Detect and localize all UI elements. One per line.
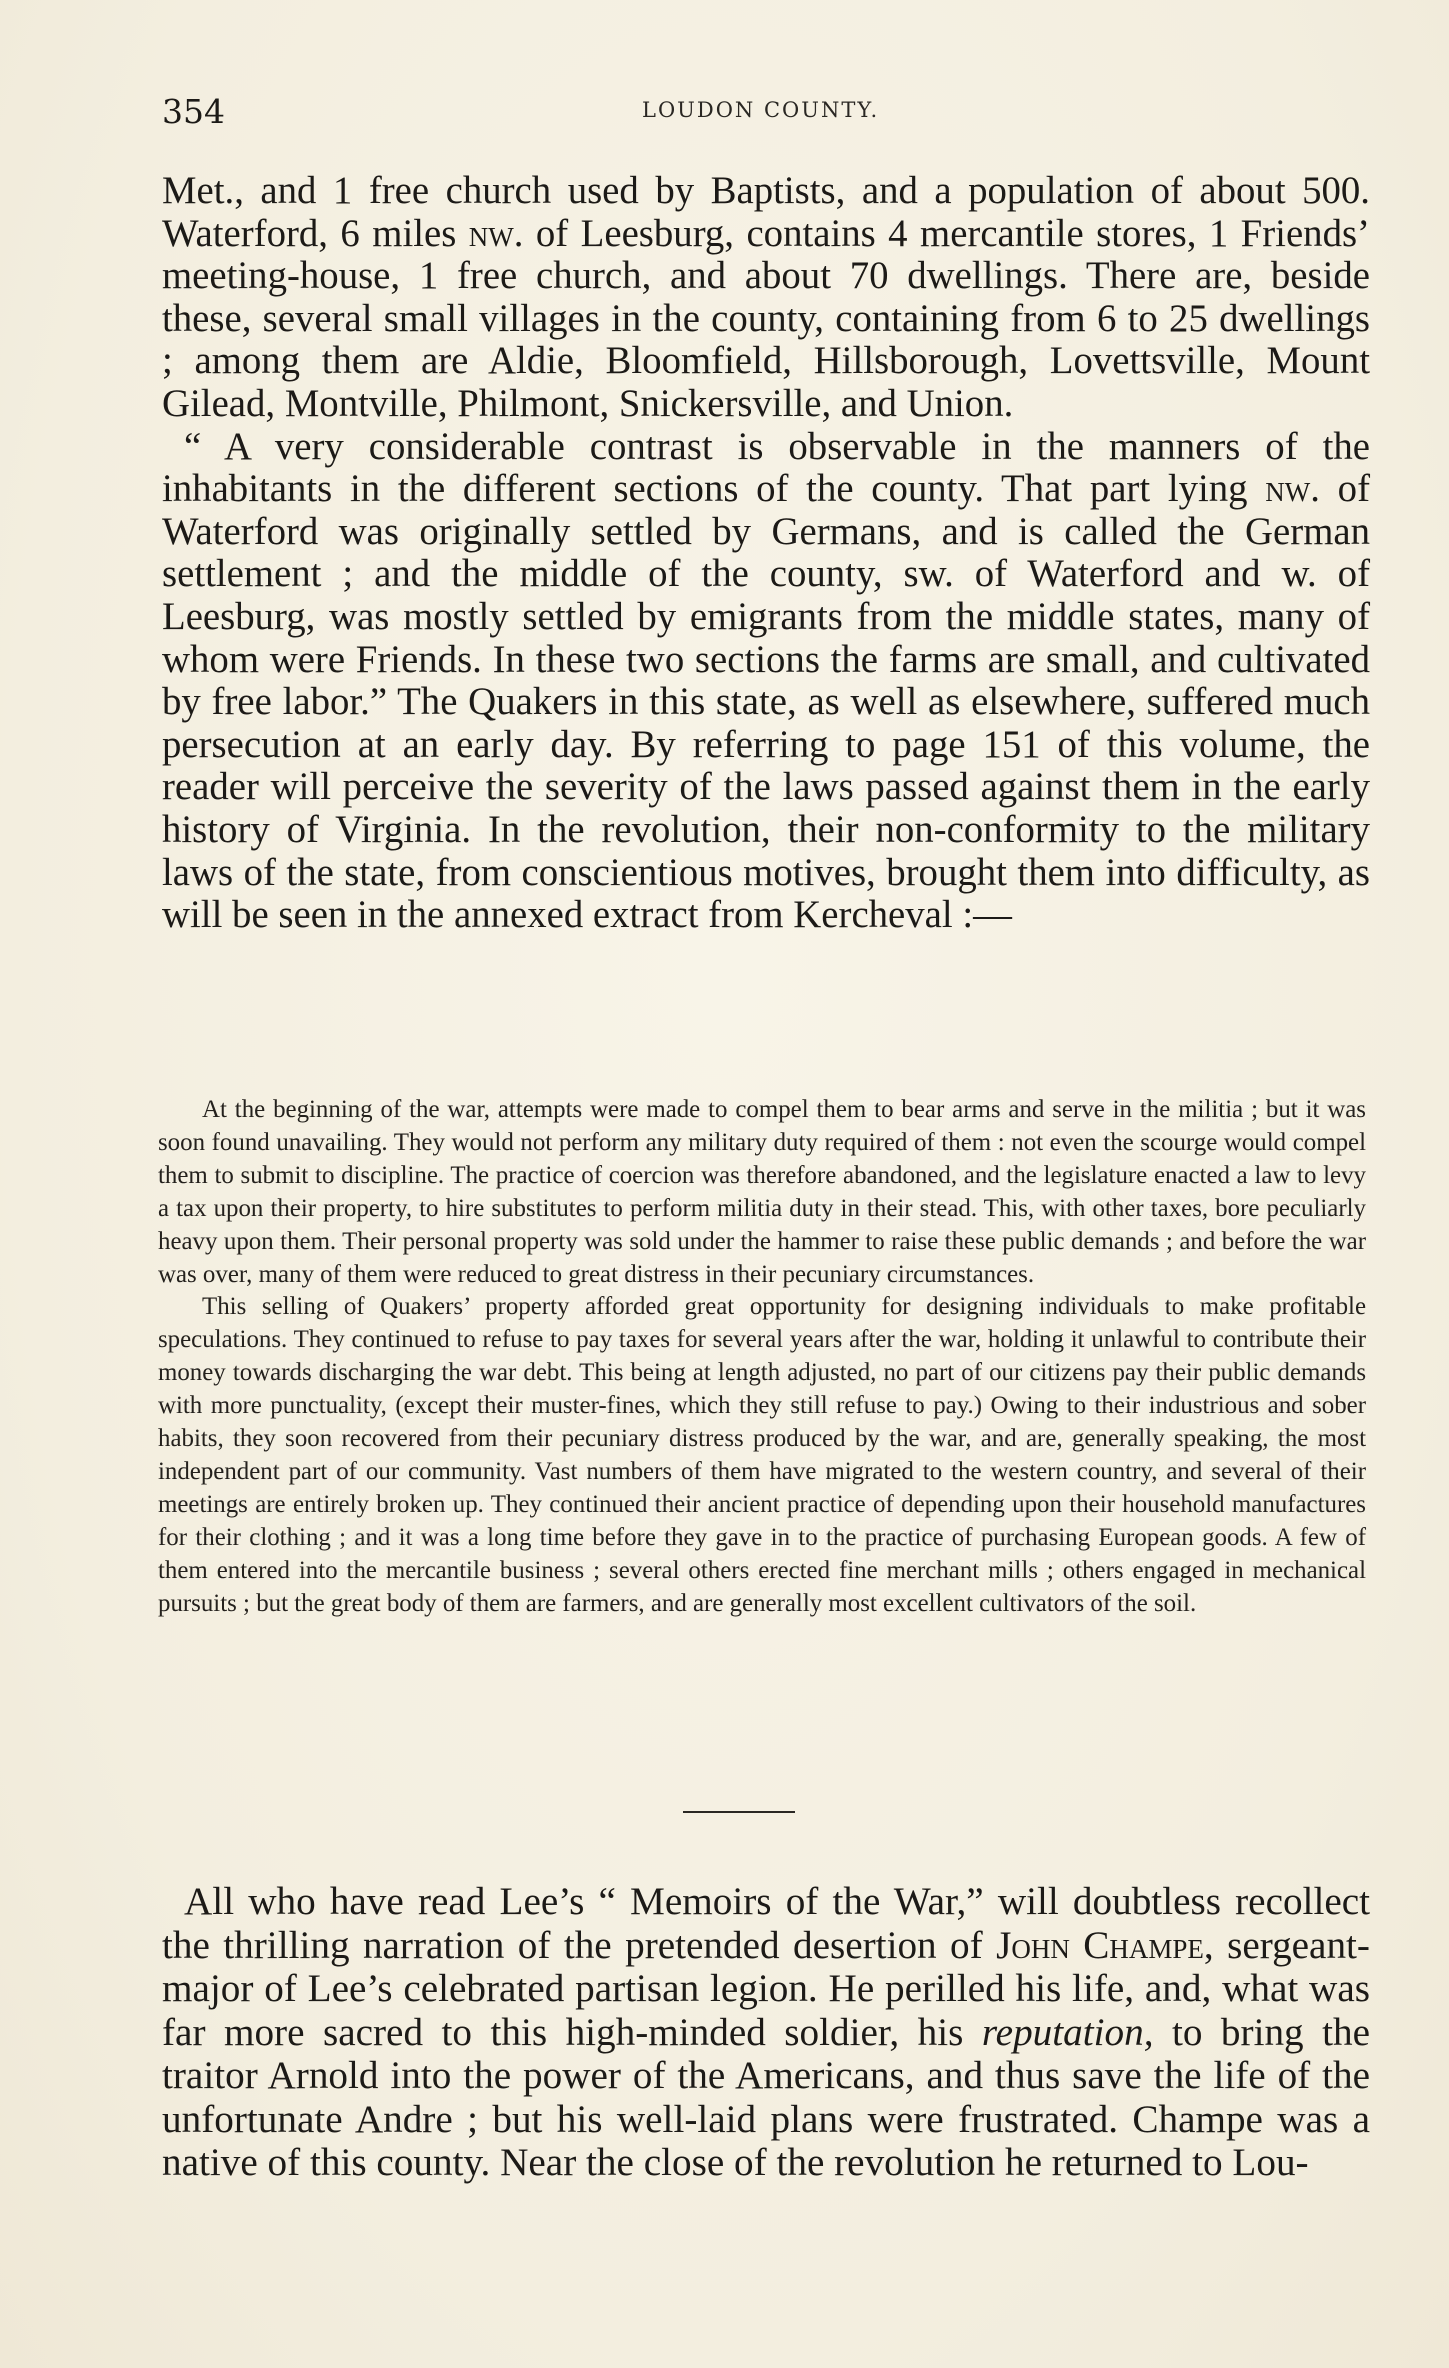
page-number: 354 bbox=[162, 92, 225, 131]
extract-paragraph-1: At the beginning of the war, attempts were made to compel them to bear arms and serve in the militia ; but it was soon found unavailing. They would not perform any military duty required of them : not even the scourge would compel them to submit to discipline. The practice of coercion was therefore abandoned, and the legislature enacted a law to levy a tax upon their property, to hire substitutes to perform militia duty in their stead. This, with other taxes, bore peculiarly heavy upon them. Their personal property was sold under the hammer to raise these public demands ; and before the war was over, many of them were reduced to great distress in their pecuniary circumstances. bbox=[158, 1096, 1366, 1288]
running-title: LOUDON COUNTY. bbox=[642, 98, 880, 122]
upper-text-block bbox=[162, 170, 1370, 937]
direction-abbrev: nw. bbox=[468, 211, 524, 255]
paragraph-champe-text-a: All who have read Lee’s “ Memoirs of the War,” will doubtless recollect the thrilling narration of the pretended desertion of bbox=[162, 1880, 1370, 1967]
kercheval-extract bbox=[158, 1094, 1366, 1621]
paragraph-quakers-text-a: “ A very considerable contrast is observable in the manners of the inhabitants in the different sections of the county. That part lying bbox=[162, 424, 1370, 511]
page-header bbox=[162, 92, 1372, 132]
lower-text-block bbox=[162, 1880, 1370, 2185]
paragraph-quakers bbox=[162, 426, 1370, 937]
paragraph-champe-text-c: to bring the traitor Arnold into the power of the Americans, and thus save the life of the unfortunate Andre ; but his well-laid plans were frustrated. Champe was a native of this county. Near the close of the revolution he returned to Lou- bbox=[162, 2010, 1371, 2184]
paragraph-villages bbox=[162, 170, 1370, 426]
person-name: John Champe, bbox=[996, 1923, 1214, 1967]
paragraph-villages-text-a: Met., and 1 free church used by Baptists, and a population of about 500. Waterford, 6 miles bbox=[162, 169, 1370, 255]
direction-abbrev: nw. bbox=[1265, 467, 1320, 511]
extract-paragraph-2: This selling of Quakers’ property afforded great opportunity for designing individuals to make profitable speculations. They continued to refuse to pay taxes for several years after the war, holding it unlawful to contribute their money towards discharging the war debt. This being at length adjusted, no part of our citizens pay their public demands with more punctuality, (except their muster-fines, which they still refuse to pay.) Owing to their industrious and sober habits, they soon recovered from their pecuniary distress produced by the war, and are, generally speaking, the most independent part of our community. Vast numbers of them have migrated to the western country, and several of their meetings are entirely broken up. They continued their ancient practice of depending upon their household manufactures for their clothing ; and it was a long time before they gave in to the practice of purchasing European goods. A few of them entered into the mercantile business ; several others erected fine merchant mills ; others engaged in mechanical pursuits ; but the great body of them are farmers, and are generally most excellent cultivators of the soil. bbox=[158, 1293, 1366, 1617]
paragraph-quakers-text-b: of Waterford was originally settled by Germans, and is called the German settlement ; and the middle of the county, sw. of Waterford and w. of Leesburg, was mostly settled by emigrants from the middle states, many of whom were Friends. In these two sections the farms are small, and cultivated by free labor.” The Quakers in this state, as well as elsewhere, suffered much persecution at an early day. By referring to page 151 of this volume, the reader will perceive the severity of the laws passed against them in the early history of Virginia. In the revolution, their non-conformity to the military laws of the state, from conscientious motives, brought them into difficulty, as will be seen in the annexed extract from Kercheval :— bbox=[162, 467, 1370, 937]
section-divider bbox=[683, 1811, 795, 1813]
paragraph-villages-text-b: of Leesburg, contains 4 mercantile stores, 1 Friends’ meeting-house, 1 free church, and about 70 dwellings. There are, beside these, several small villages in the county, containing from 6 to 25 dwellings ; among them are Aldie, Bloomfield, Hillsborough, Lovettsville, Mount Gilead, Montville, Philmont, Snickersville, and Union. bbox=[162, 211, 1370, 425]
paragraph-champe bbox=[162, 1880, 1370, 2185]
paragraph-champe-text-b: sergeant-major of Lee’s celebrated partisan legion. He perilled his life, and, what was far more sacred to this high-minded soldier, his bbox=[162, 1923, 1370, 2054]
emphasized-word: reputation, bbox=[981, 2010, 1154, 2054]
